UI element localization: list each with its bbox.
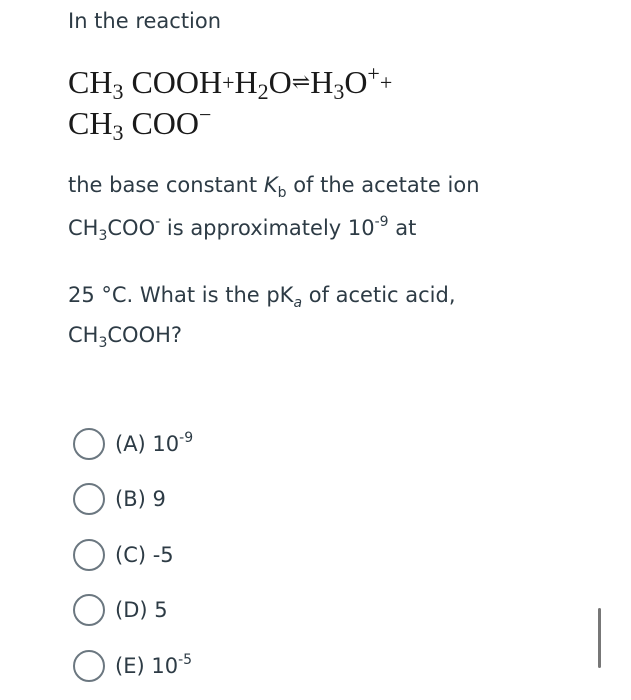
- question-para-1-line-2: [68, 214, 417, 244]
- option-c-label: (C) -5: [115, 542, 174, 567]
- text-segment: 25 °C. What is the pK: [68, 283, 294, 307]
- option-text: (A) 10: [115, 431, 180, 456]
- text-segment: CH: [68, 323, 99, 347]
- option-exponent: -5: [178, 651, 193, 668]
- question-para-2-line-1: [68, 283, 456, 311]
- radio-button-d[interactable]: [73, 594, 105, 626]
- subscript: 3: [98, 335, 108, 351]
- reaction-equation: [68, 62, 392, 143]
- eq-h3: H: [310, 64, 334, 100]
- kb-subscript: b: [277, 185, 287, 201]
- eq-o: O: [268, 64, 292, 100]
- eq-plus: +: [222, 70, 235, 95]
- eq2-coo-charge: −: [199, 102, 212, 127]
- option-text: (E) 10: [115, 653, 179, 678]
- subscript: 3: [98, 228, 108, 244]
- eq-plus-2: +: [379, 70, 393, 95]
- option-e-label: [115, 651, 193, 678]
- radio-button-a[interactable]: [73, 428, 105, 460]
- text-segment: of acetic acid,: [302, 283, 456, 307]
- radio-button-b[interactable]: [73, 483, 105, 515]
- option-d[interactable]: [73, 583, 193, 639]
- option-e[interactable]: [73, 638, 193, 694]
- text-segment: of the acetate ion: [286, 173, 480, 197]
- question-para-2-line-2: [68, 323, 183, 351]
- kb-symbol: K: [263, 173, 278, 197]
- text-segment: the base constant: [68, 173, 264, 197]
- option-c[interactable]: [73, 527, 193, 583]
- text-segment: CH: [68, 216, 99, 240]
- option-a[interactable]: [73, 416, 193, 472]
- exponent: -9: [374, 214, 389, 230]
- charge-superscript: -: [155, 214, 161, 230]
- eq-o3: O: [344, 64, 368, 100]
- question-intro: In the reaction: [68, 9, 222, 33]
- option-a-label: [115, 429, 194, 456]
- eq-ch: CH: [68, 64, 113, 100]
- equilibrium-arrow: ⇌: [291, 69, 311, 94]
- eq-cooh: COOH: [123, 64, 223, 100]
- eq2-ch-sub: 3: [112, 120, 124, 145]
- pka-subscript: a: [293, 295, 303, 311]
- answer-options: [73, 416, 193, 694]
- option-b-label: (B) 9: [115, 487, 166, 512]
- eq-h3o-charge: +: [367, 61, 380, 86]
- radio-button-c[interactable]: [73, 539, 105, 571]
- radio-button-e[interactable]: [73, 650, 105, 682]
- equation-line-2: [68, 103, 392, 143]
- eq2-coo: COO: [123, 105, 200, 141]
- scrollbar-thumb[interactable]: [598, 608, 601, 668]
- option-d-label: (D) 5: [115, 598, 168, 623]
- eq-ch-sub: 3: [112, 79, 124, 104]
- option-b[interactable]: [73, 472, 193, 528]
- option-exponent: -9: [179, 429, 194, 446]
- question-para-1-line-1: [68, 173, 480, 201]
- eq-h-sub: 2: [257, 79, 269, 104]
- text-segment: at: [388, 216, 417, 240]
- eq-h3-sub: 3: [333, 79, 345, 104]
- eq-h: H: [234, 64, 258, 100]
- equation-line-1: [68, 62, 392, 103]
- eq2-ch: CH: [68, 105, 113, 141]
- text-segment: COO: [107, 216, 156, 240]
- text-segment: is approximately 10: [160, 216, 375, 240]
- text-segment: COOH?: [107, 323, 183, 347]
